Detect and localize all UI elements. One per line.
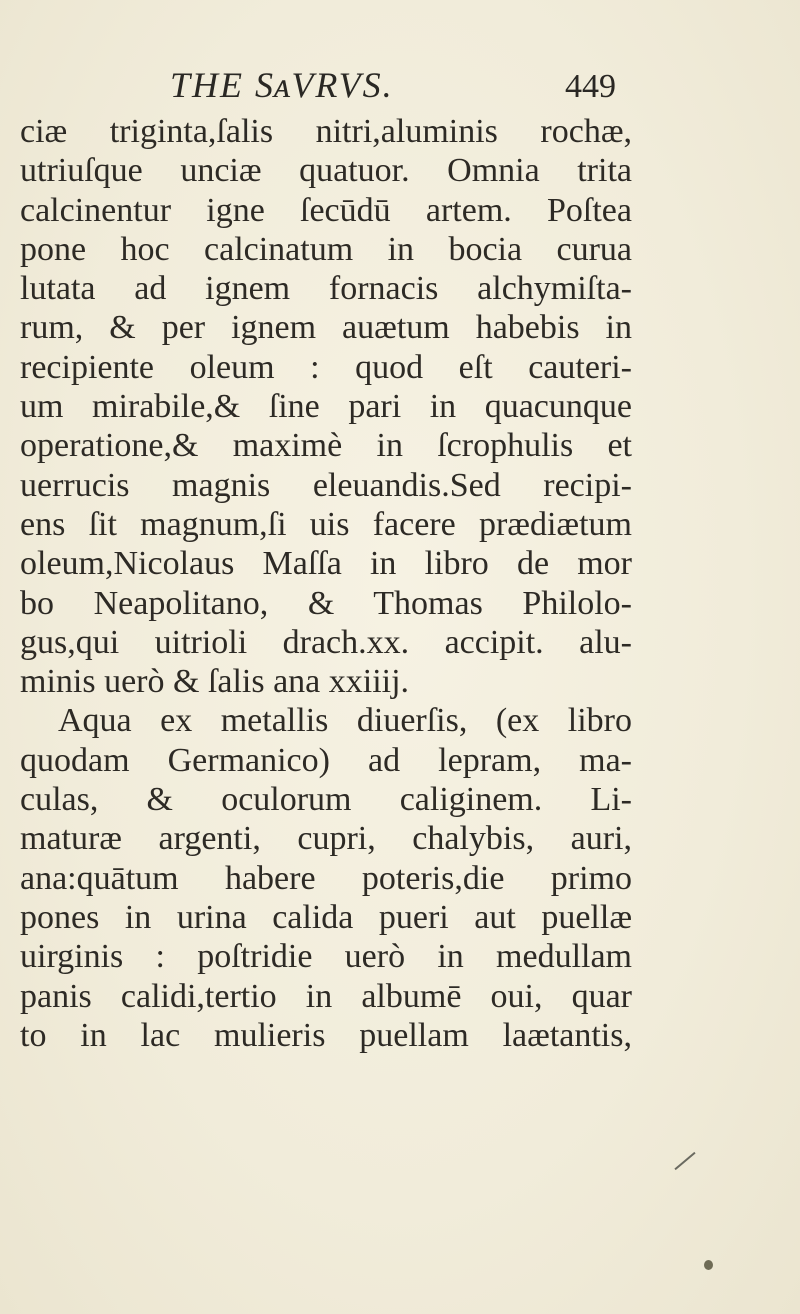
text-line: lutata ad ignem fornacis alchymiſta-	[20, 270, 632, 308]
text-line: uerrucis magnis eleuandis.Sed recipi-	[20, 466, 632, 504]
text-line: recipiente oleum : quod eſt cauteri-	[20, 348, 632, 386]
page-number: 449	[565, 68, 616, 105]
text-line: panis calidi,tertio in albumē oui, quar	[20, 977, 632, 1015]
text-line: quodam Germanico) ad lepram, ma-	[20, 741, 632, 779]
text-line: um mirabile,& ſine pari in quacunque	[20, 388, 632, 426]
paper-mark	[674, 1152, 695, 1170]
text-line: uirginis : poſtridie uerò in medullam	[20, 938, 632, 976]
text-line: gus,qui uitrioli drach.xx. accipit. alu-	[20, 623, 632, 661]
running-title: THE SᴀVRVS.	[170, 65, 394, 105]
text-line: calcinentur igne ſecūdū artem. Poſtea	[20, 191, 632, 229]
text-line: operatione,& maximè in ſcrophulis et	[20, 427, 632, 465]
body-text	[20, 112, 632, 1055]
text-line: bo Neapolitano, & Thomas Philolo-	[20, 584, 632, 622]
text-line: ciæ triginta,ſalis nitri,aluminis rochæ,	[20, 113, 632, 150]
text-line: to in lac mulieris puellam laætantis,	[20, 1016, 632, 1054]
text-line: pone hoc calcinatum in bocia curua	[20, 230, 632, 268]
text-line: oleum,Nicolaus Maſſa in libro de mor	[20, 545, 632, 583]
text-line: ens ſit magnum,ſi uis facere prædiætum	[20, 505, 632, 543]
text-line: utriuſque unciæ quatuor. Omnia trita	[20, 152, 632, 190]
text-line: maturæ argenti, cupri, chalybis, auri,	[20, 820, 632, 858]
text-line: pones in urina calida pueri aut puellæ	[20, 898, 632, 936]
paragraph-start-line: Aqua ex metallis diuerſis, (ex libro	[58, 702, 632, 740]
page-header	[0, 60, 800, 110]
text-line: culas, & oculorum caliginem. Li-	[20, 781, 632, 819]
text-line: ana:quātum habere poteris,die primo	[20, 859, 632, 897]
ink-stain	[704, 1260, 713, 1270]
text-line: rum, & per ignem auætum habebis in	[20, 309, 632, 347]
text-line: minis uerò & ſalis ana xxiiij.	[20, 663, 410, 701]
